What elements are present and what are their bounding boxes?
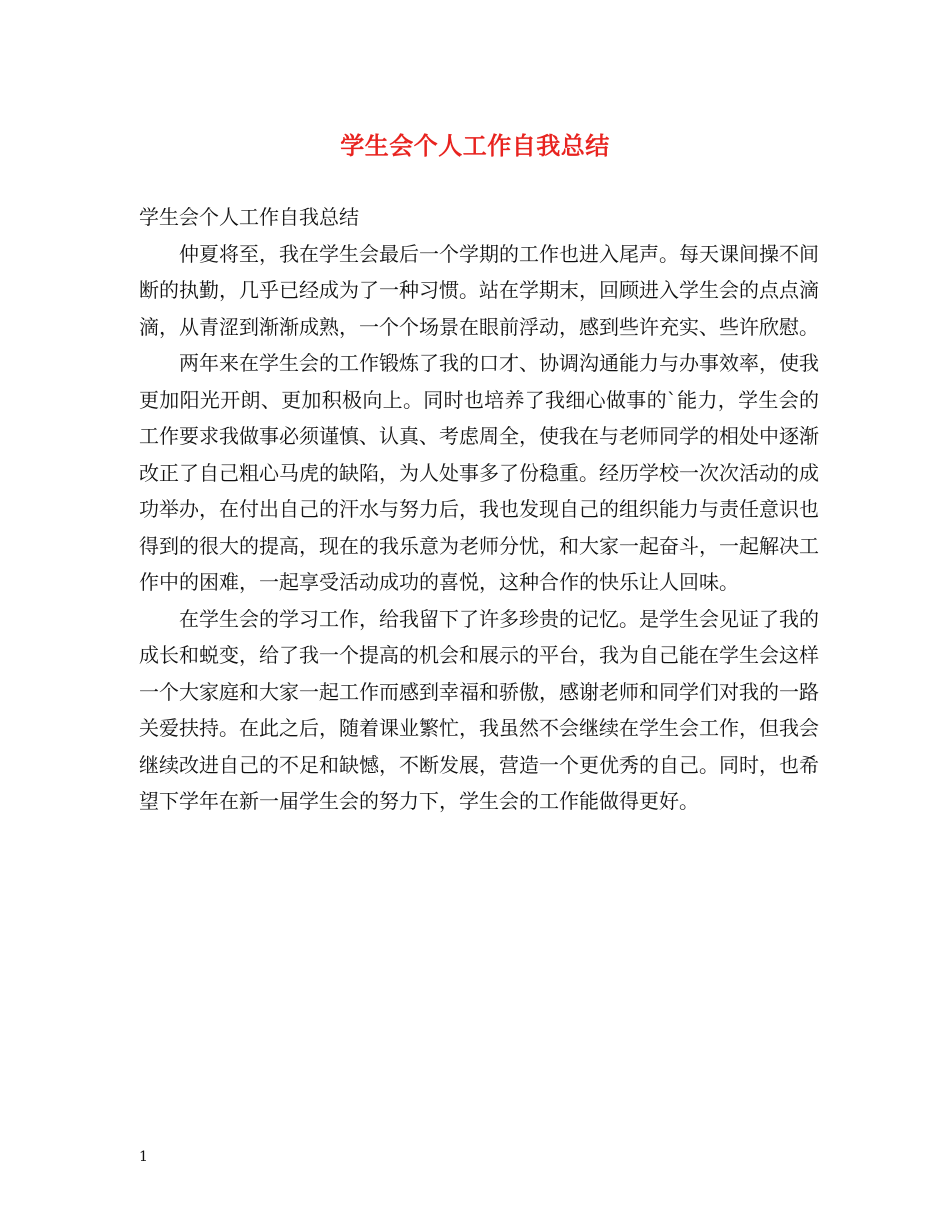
document-title: 学生会个人工作自我总结	[340, 131, 610, 160]
document-body	[139, 199, 819, 820]
paragraph-2: 两年来在学生会的工作锻炼了我的口才、协调沟通能力与办事效率，使我更加阳光开朗、更加积极向上。同时也培养了我细心做事的`能力，学生会的工作要求我做事必须谨慎、认真、考虑周全，使我在与老师同学的相处中逐渐改正了自己粗心马虎的缺陷，为人处事多了份稳重。经历学校一次次活动的成功举办，在付出自己的汗水与努力后，我也发现自己的组织能力与责任意识也得到的很大的提高，现在的我乐意为老师分忧，和大家一起奋斗，一起解决工作中的困难，一起享受活动成功的喜悦，这种合作的快乐让人回味。	[139, 351, 819, 594]
document-subtitle: 学生会个人工作自我总结	[139, 205, 359, 229]
paragraph-3: 在学生会的学习工作，给我留下了许多珍贵的记忆。是学生会见证了我的成长和蜕变，给了我一个提高的机会和展示的平台，我为自己能在学生会这样一个大家庭和大家一起工作而感到幸福和骄傲，感谢老师和同学们对我的一路关爱扶持。在此之后，随着课业繁忙，我虽然不会继续在学生会工作，但我会继续改进自己的不足和缺憾，不断发展，营造一个更优秀的自己。同时，也希望下学年在新一届学生会的努力下，学生会的工作能做得更好。	[139, 606, 819, 813]
page-number: 1	[139, 1149, 148, 1165]
paragraph-1: 仲夏将至，我在学生会最后一个学期的工作也进入尾声。每天课间操不间断的执勤，几乎已经成为了一种习惯。站在学期末，回顾进入学生会的点点滴滴，从青涩到渐渐成熟，一个个场景在眼前浮动，感到些许充实、些许欣慰。	[139, 241, 819, 339]
